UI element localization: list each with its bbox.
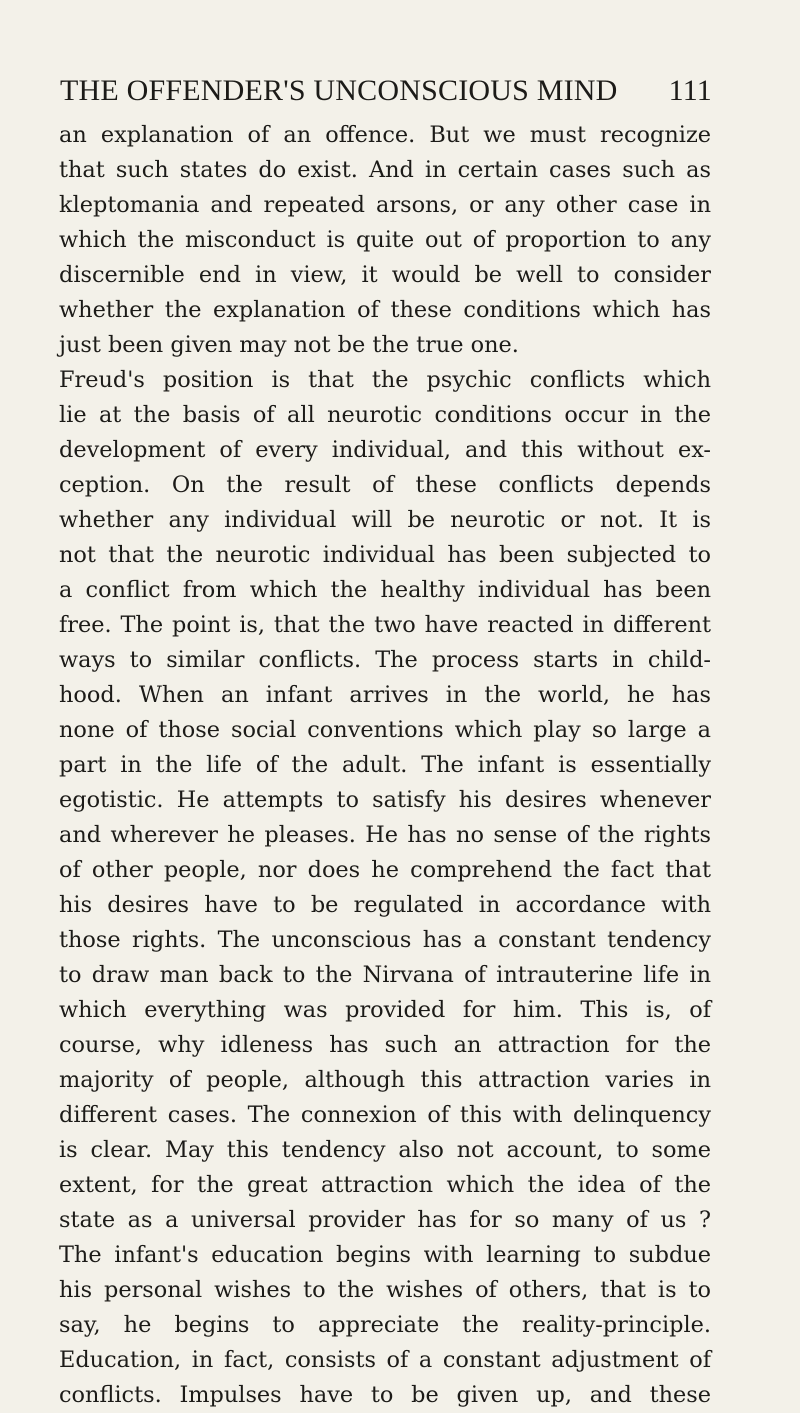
text-line: whether the explanation of these conditions which has: [59, 297, 711, 323]
text-line: part in the life of the adult. The infant is essentially: [59, 752, 711, 778]
text-line: his desires have to be regulated in accordance with: [59, 892, 711, 918]
text-line: discernible end in view, it would be well to consider: [59, 262, 711, 288]
text-line: his personal wishes to the wishes of others, that is to: [59, 1277, 711, 1303]
text-line: whether any individual will be neurotic or not. It is: [59, 507, 711, 533]
body-text: [59, 118, 711, 1413]
text-line: course, why idleness has such an attraction for the: [59, 1032, 711, 1058]
text-line: which the misconduct is quite out of proportion to any: [59, 227, 711, 253]
text-line: Freud's position is that the psychic conflicts which: [59, 367, 711, 393]
text-line: that such states do exist. And in certain cases such as: [59, 157, 711, 183]
text-line: state as a universal provider has for so many of us ?: [59, 1207, 711, 1233]
text-line: conflicts. Impulses have to be given up, and these: [59, 1382, 711, 1408]
text-line: which everything was provided for him. This is, of: [59, 997, 711, 1023]
text-line: a conflict from which the healthy individual has been: [59, 577, 711, 603]
text-line: free. The point is, that the two have reacted in different: [59, 612, 711, 638]
text-line: kleptomania and repeated arsons, or any other case in: [59, 192, 711, 218]
text-line: those rights. The unconscious has a constant tendency: [59, 927, 711, 953]
text-line: not that the neurotic individual has been subjected to: [59, 542, 711, 568]
text-line: development of every individual, and this without ex-: [59, 437, 711, 463]
text-line: to draw man back to the Nirvana of intrauterine life in: [59, 962, 711, 988]
text-line: say, he begins to appreciate the reality-principle.: [59, 1312, 711, 1338]
text-line: lie at the basis of all neurotic conditions occur in the: [59, 402, 711, 428]
text-line: different cases. The connexion of this with delinquency: [59, 1102, 711, 1128]
text-line: ception. On the result of these conflicts depends: [59, 472, 711, 498]
text-line: just been given may not be the true one.: [59, 332, 519, 358]
text-line: The infant's education begins with learning to subdue: [59, 1242, 711, 1268]
text-line: is clear. May this tendency also not account, to some: [59, 1137, 711, 1163]
text-line: of other people, nor does he comprehend the fact that: [59, 857, 711, 883]
text-line: majority of people, although this attraction varies in: [59, 1067, 711, 1093]
text-line: Education, in fact, consists of a constant adjustment of: [59, 1347, 711, 1373]
text-line: an explanation of an offence. But we must recognize: [59, 122, 711, 148]
page-number: 111: [668, 74, 712, 107]
running-head-title: THE OFFENDER'S UNCONSCIOUS MIND: [60, 74, 618, 107]
text-line: hood. When an infant arrives in the world, he has: [59, 682, 711, 708]
text-line: egotistic. He attempts to satisfy his desires whenever: [59, 787, 711, 813]
text-line: none of those social conventions which play so large a: [59, 717, 711, 743]
text-line: ways to similar conflicts. The process starts in child-: [59, 647, 711, 673]
running-head: [60, 74, 712, 114]
text-line: and wherever he pleases. He has no sense of the rights: [59, 822, 711, 848]
text-line: extent, for the great attraction which the idea of the: [59, 1172, 711, 1198]
